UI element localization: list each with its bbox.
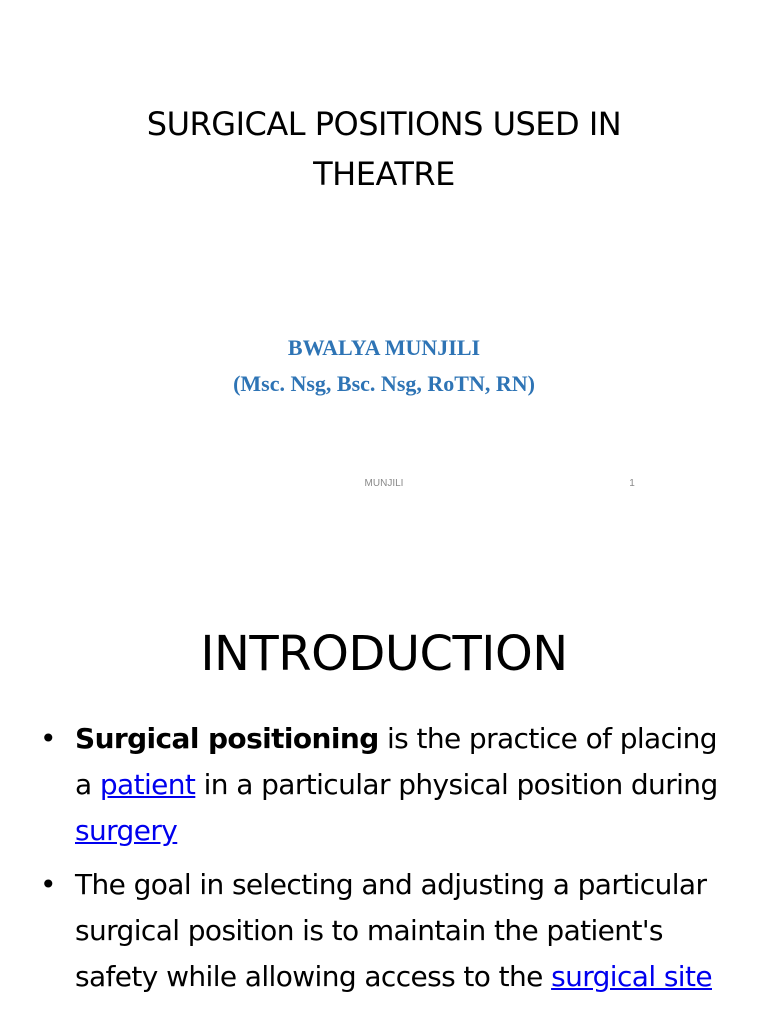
bullet-dot-icon: • <box>40 868 56 901</box>
slide-title: INTRODUCTION <box>200 626 568 682</box>
surgical-site-link[interactable]: surgical site <box>551 960 712 993</box>
presenter-credentials: (Msc. Nsg, Bsc. Nsg, RoTN, RN) <box>233 371 535 396</box>
bold-term: Surgical positioning <box>75 722 379 755</box>
title-line-1: SURGICAL POSITIONS USED IN <box>146 105 622 143</box>
patient-link[interactable]: patient <box>99 768 196 801</box>
bullet-item <box>40 862 740 1000</box>
bullet-item <box>40 716 740 854</box>
bullet-text: is the practice of placing a <box>75 722 717 801</box>
presenter-block <box>0 330 768 402</box>
presenter-name: BWALYA MUNJILI <box>287 335 481 360</box>
bullet-dot-icon: • <box>40 722 56 755</box>
title-line-2: THEATRE <box>313 155 455 193</box>
slide-title <box>0 99 768 199</box>
bullet-list <box>40 716 740 1008</box>
bullet-text: in a particular physical position during <box>195 768 718 801</box>
slide-page-number: 1 <box>629 478 635 489</box>
slide-footer-text: MUNJILI <box>364 478 404 489</box>
slide-2 <box>0 520 768 1024</box>
surgery-link[interactable]: surgery <box>75 814 178 847</box>
bullet-text: The goal in selecting and adjusting a particular surgical position is to maintain the patient's safety while allowing access to the <box>75 868 707 993</box>
